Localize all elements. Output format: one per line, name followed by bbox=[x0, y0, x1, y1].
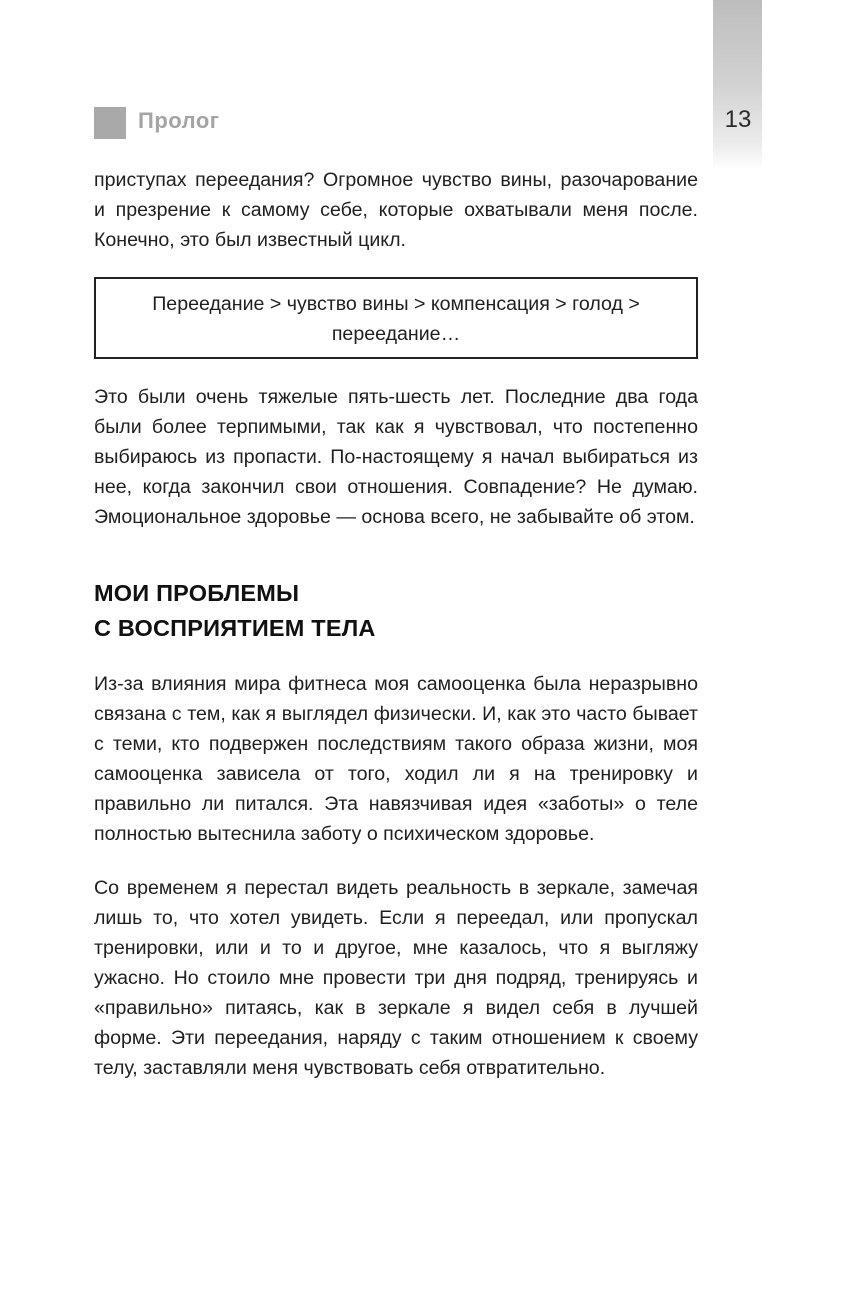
page-number: 13 bbox=[724, 106, 752, 133]
running-header-title: Пролог bbox=[138, 108, 220, 133]
paragraph-3: Из-за влияния мира фитнеса моя самооценка была неразрывно связана с тем, как я выглядел физически. И, как это часто бывает с теми, кто подвержен последствиям такого образа жизни, моя самооценка зависела от того, ходил ли я на тренировку и правильно ли питался. Эта навязчивая идея «заботы» о теле полностью вытеснила заботу о психическом здоровье. bbox=[94, 673, 698, 845]
paragraph-4: Со временем я перестал видеть реальность в зеркале, замечая лишь то, что хотел увидеть. Если я переедал, или пропускал тренировки, или и то и другое, мне казалось, что я выгляжу ужасно. Но стоило мне провести три дня подряд, тренируясь и «правильно» питаясь, как в зеркале я видел себя в лучшей форме. Эти переедания, наряду с таким отношением к своему телу, заставляли меня чувствовать себя отвратительно. bbox=[94, 877, 698, 1079]
page-content bbox=[94, 165, 698, 1083]
paragraph-1: приступах переедания? Огромное чувство вины, разочарование и презрение к самому себе, которые охватывали меня после. Конечно, это был известный цикл. bbox=[94, 169, 698, 251]
header-marker bbox=[94, 107, 126, 139]
cycle-callout-box: Переедание > чувство вины > компенсация > голод > переедание… bbox=[94, 277, 698, 359]
section-heading-line-2: С ВОСПРИЯТИЕМ ТЕЛА bbox=[94, 615, 376, 641]
section-heading bbox=[94, 576, 698, 646]
page-edge-tab bbox=[713, 0, 762, 170]
paragraph-2: Это были очень тяжелые пять-шесть лет. Последние два года были более терпимыми, так как я чувствовал, что постепенно выбираюсь из пропасти. По-настоящему я начал выбираться из нее, когда закончил свои отношения. Совпадение? Не думаю. Эмоциональное здоровье — основа всего, не забывайте об этом. bbox=[94, 386, 698, 528]
section-heading-line-1: МОИ ПРОБЛЕМЫ bbox=[94, 580, 300, 606]
